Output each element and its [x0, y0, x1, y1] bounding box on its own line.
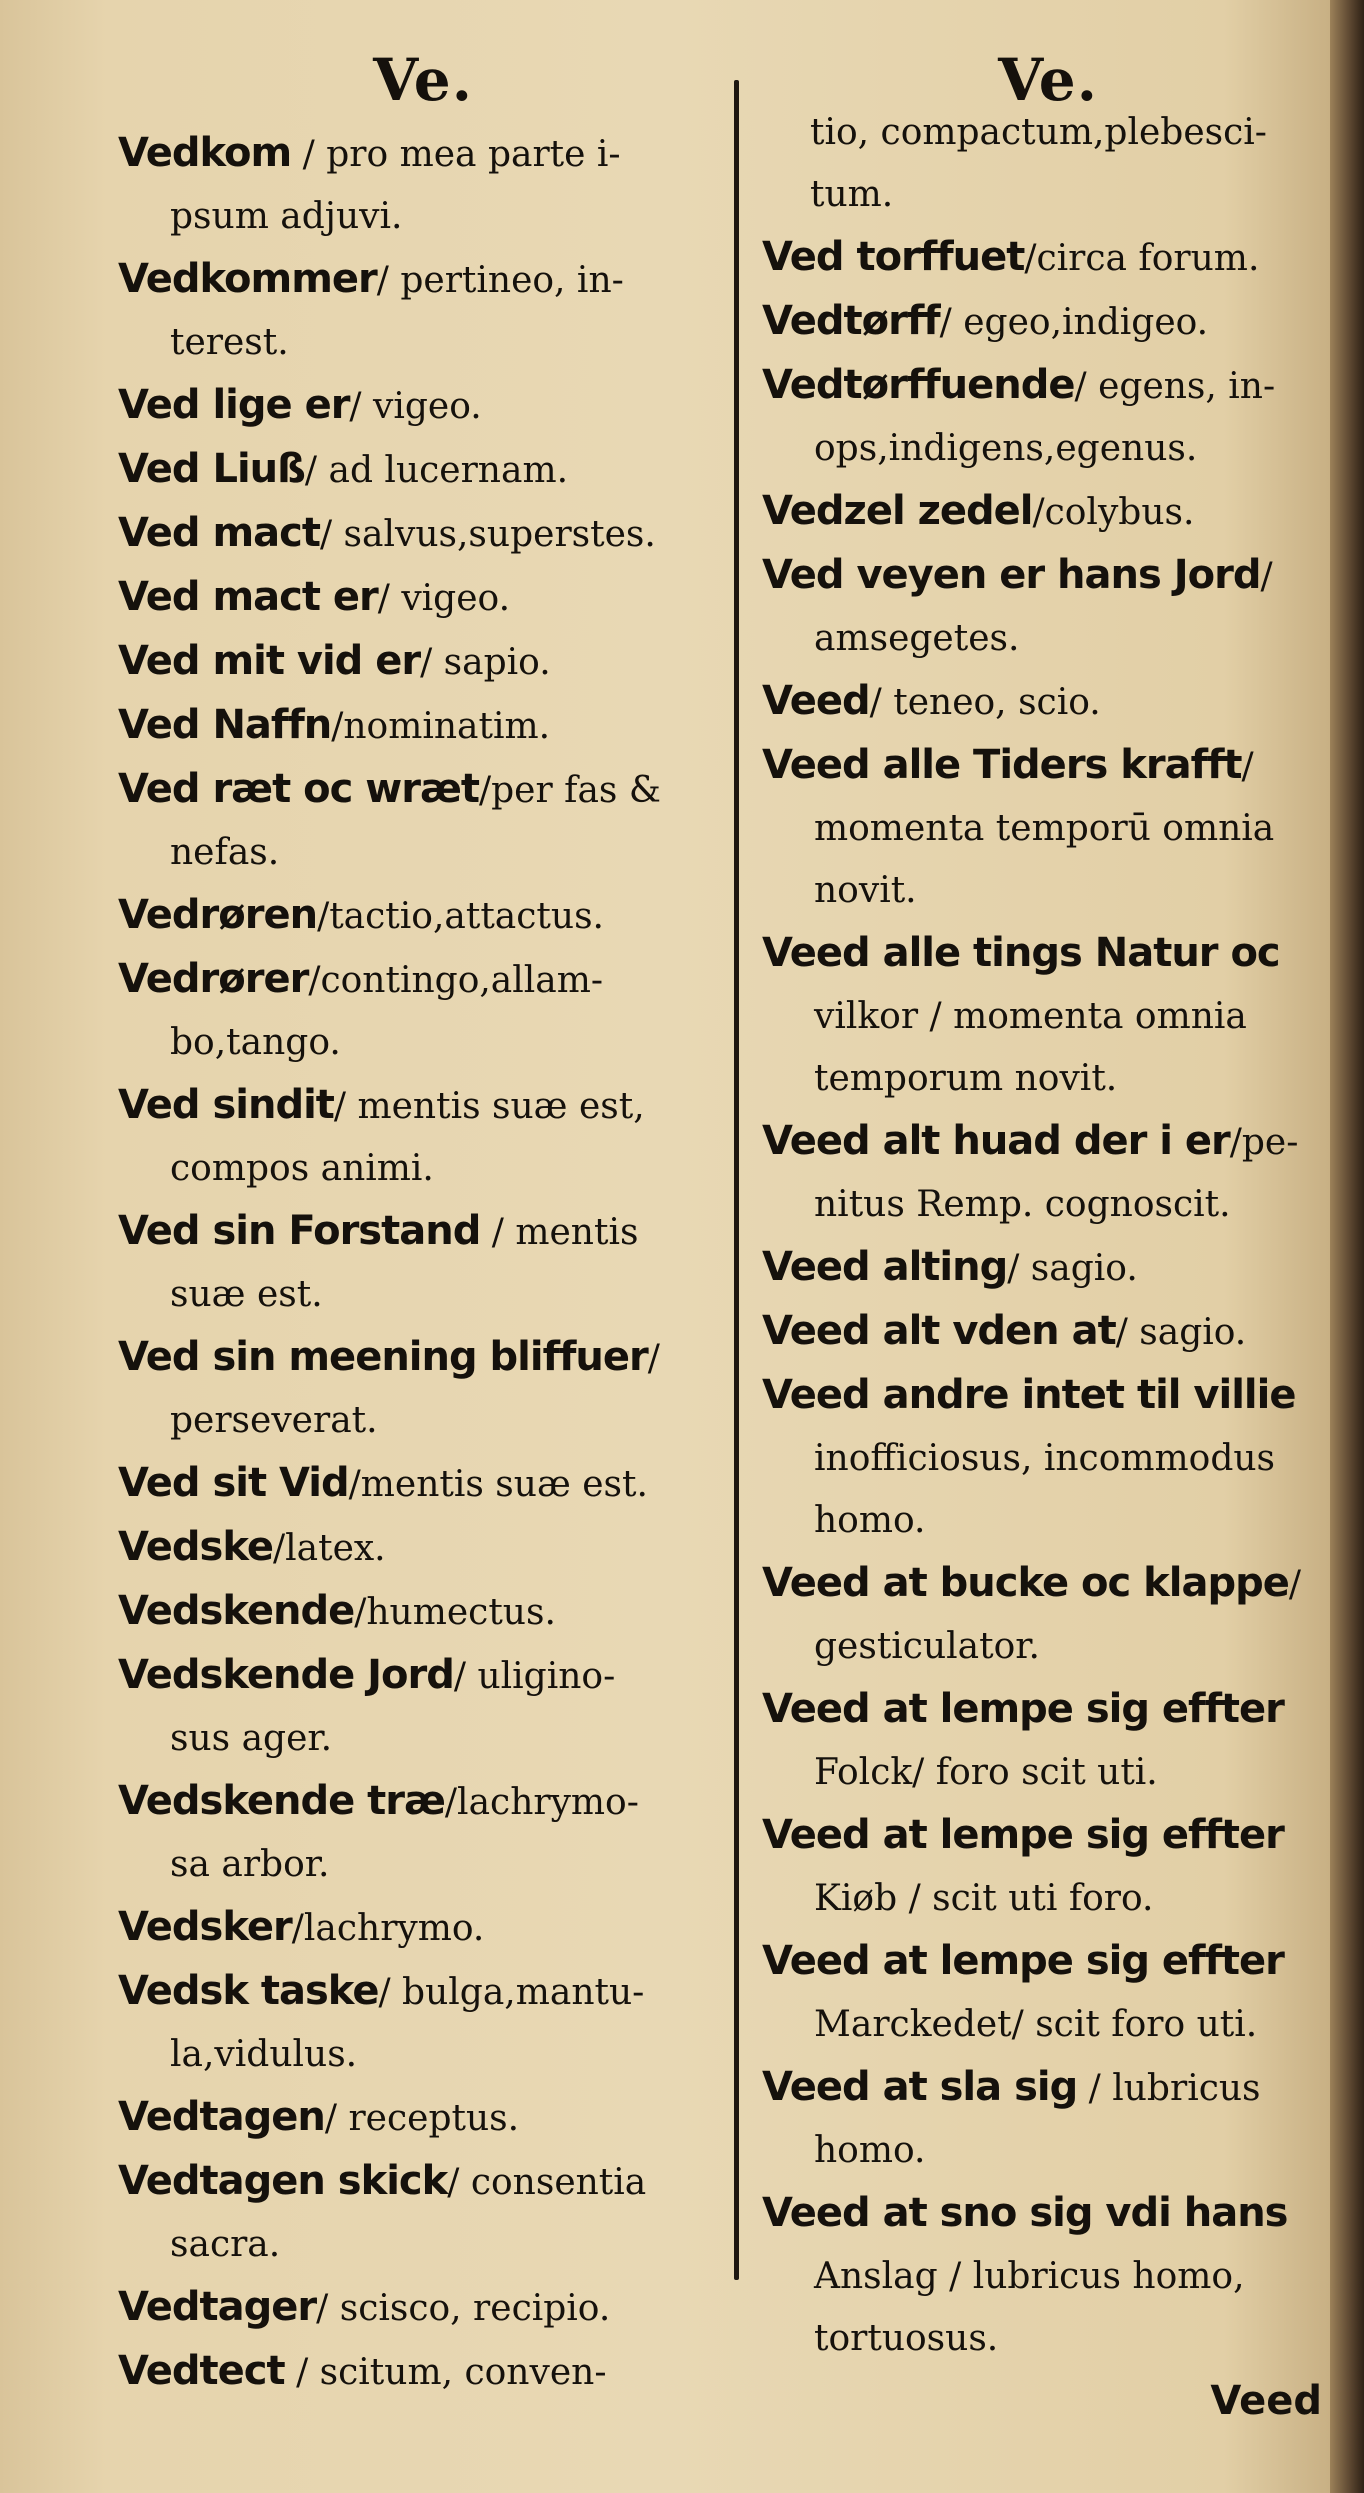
entry-headword: Ved ræt oc wræt	[118, 766, 479, 812]
dictionary-entry	[118, 884, 728, 948]
right-column	[762, 40, 1334, 2432]
entry-translation: /latex.	[273, 1528, 386, 1569]
dictionary-entry	[118, 2086, 728, 2150]
left-entries	[118, 122, 728, 2404]
dictionary-entry	[118, 1516, 728, 1580]
entry-continuation: bo,tango.	[170, 1022, 341, 1063]
entry-headword: Ved mact	[118, 510, 320, 556]
entry-continuation: gesticulator.	[814, 1626, 1040, 1667]
entry-headword: Ved lige er	[118, 382, 350, 428]
entry-translation: / consentia	[447, 2162, 647, 2203]
entry-headword: Ved sin meening bliffuer	[118, 1334, 648, 1380]
entry-headword: Ved sindit	[118, 1082, 334, 1128]
left-running-header: Ve.	[373, 46, 473, 114]
entry-translation: /	[1260, 556, 1273, 597]
entry-translation: /mentis suæ est.	[348, 1464, 648, 1505]
entry-headword: Veed andre intet til villie	[762, 1372, 1296, 1418]
entry-headword: Vedske	[118, 1524, 273, 1570]
entry-continuation: terest.	[170, 322, 289, 363]
book-gutter	[1330, 0, 1364, 2493]
entry-continuation: novit.	[814, 870, 917, 911]
entry-continuation: nitus Remp. cognoscit.	[814, 1184, 1231, 1225]
entry-translation: /humectus.	[354, 1592, 556, 1633]
entry-translation: / salvus,superstes.	[319, 514, 656, 555]
entry-translation: /tactio,attactus.	[317, 896, 604, 937]
entry-headword: Vedtager	[118, 2284, 317, 2330]
entry-translation: / scitum, conven-	[284, 2352, 607, 2393]
entry-headword: Vedtagen skick	[118, 2158, 448, 2204]
entry-headword: Ved veyen er hans Jord	[762, 552, 1261, 598]
dictionary-entry	[118, 948, 728, 1074]
entry-headword: Veed alt huad der i er	[762, 1118, 1230, 1164]
entry-translation: / ad lucernam.	[304, 450, 569, 491]
entry-translation: / bulga,mantu-	[378, 1972, 645, 2013]
dictionary-entry	[762, 1678, 1334, 1804]
dictionary-entry	[762, 544, 1334, 670]
entry-headword: Veed alting	[762, 1244, 1008, 1290]
dictionary-entry	[118, 2150, 728, 2276]
dictionary-entry	[762, 1804, 1334, 1930]
entry-continuation: tum.	[810, 174, 894, 215]
entry-translation: / sagio.	[1007, 1248, 1138, 1289]
entry-headword: Vedtagen	[118, 2094, 325, 2140]
entry-translation: /contingo,allam-	[308, 960, 604, 1001]
entry-headword: Vedzel zedel	[762, 488, 1033, 534]
entry-headword: Vedkommer	[118, 256, 377, 302]
entry-continuation: tortuosus.	[814, 2318, 999, 2359]
dictionary-entry	[118, 374, 728, 438]
entry-continuation: homo.	[814, 1500, 926, 1541]
entry-headword: Ved Naffn	[118, 702, 332, 748]
entry-headword: Vedrøren	[118, 892, 318, 938]
entry-translation: / mentis suæ est,	[333, 1086, 645, 1127]
dictionary-entry	[762, 670, 1334, 734]
dictionary-entry	[118, 122, 728, 248]
entry-translation: / egeo,indigeo.	[939, 302, 1209, 343]
dictionary-entry	[762, 2056, 1334, 2182]
entry-continuation: Folck/ foro scit uti.	[814, 1752, 1158, 1793]
entry-translation: /nominatim.	[331, 706, 551, 747]
entry-translation: / uligino-	[453, 1656, 616, 1697]
entry-translation: / pertineo, in-	[376, 260, 624, 301]
entry-translation: /circa forum.	[1024, 238, 1260, 279]
entry-headword: Ved Liuß	[118, 446, 305, 492]
entry-headword: Veed at lempe sig effter	[762, 1938, 1284, 1984]
right-entries	[762, 102, 1334, 2370]
entry-translation: / sagio.	[1115, 1312, 1247, 1353]
entry-headword: Ved mact er	[118, 574, 378, 620]
dictionary-entry	[762, 1236, 1334, 1300]
entry-translation: / vigeo.	[349, 386, 482, 427]
entry-continuation: momenta temporū omnia	[814, 808, 1275, 849]
dictionary-entry	[762, 1552, 1334, 1678]
dictionary-entry	[762, 2182, 1334, 2370]
entry-headword: Vedtørffuende	[762, 362, 1075, 408]
entry-headword: Vedskende Jord	[118, 1652, 454, 1698]
entry-translation: / mentis	[480, 1212, 639, 1253]
dictionary-entry	[118, 2340, 728, 2404]
entry-continuation: homo.	[814, 2130, 926, 2171]
entry-translation: /per fas &	[478, 770, 661, 811]
entry-translation: /colybus.	[1032, 492, 1195, 533]
dictionary-entry	[118, 1960, 728, 2086]
entry-translation: / receptus.	[324, 2098, 520, 2139]
entry-translation: /	[647, 1338, 660, 1379]
entry-continuation: ops,indigens,egenus.	[814, 428, 1198, 469]
entry-translation: / sapio.	[420, 642, 551, 683]
dictionary-entry	[118, 1452, 728, 1516]
entry-headword: Vedsk taske	[118, 1968, 379, 2014]
entry-translation: /	[1288, 1564, 1301, 1605]
entry-translation: /pe-	[1229, 1122, 1299, 1163]
entry-continuation: vilkor / momenta omnia	[814, 996, 1247, 1037]
entry-headword: Ved torffuet	[762, 234, 1025, 280]
dictionary-entry	[762, 1300, 1334, 1364]
entry-headword: Veed at lempe sig effter	[762, 1686, 1284, 1732]
entry-headword: Veed alt vden at	[762, 1308, 1116, 1354]
entry-headword: Veed alle tings Natur oc	[762, 930, 1280, 976]
right-running-header: Ve.	[998, 46, 1098, 114]
dictionary-entry	[118, 438, 728, 502]
catchword: Veed	[1210, 2378, 1322, 2424]
dictionary-entry	[762, 480, 1334, 544]
dictionary-entry	[118, 758, 728, 884]
dictionary-entry	[118, 1580, 728, 1644]
dictionary-entry	[118, 1326, 728, 1452]
dictionary-entry	[118, 630, 728, 694]
entry-headword: Veed at lempe sig effter	[762, 1812, 1284, 1858]
entry-headword: Vedtect	[118, 2348, 285, 2394]
dictionary-entry	[762, 922, 1334, 1110]
dictionary-entry	[762, 1110, 1334, 1236]
dictionary-entry	[762, 1930, 1334, 2056]
entry-translation: / teneo, scio.	[869, 682, 1101, 723]
entry-continuation: suæ est.	[170, 1274, 323, 1315]
dictionary-entry	[118, 2276, 728, 2340]
dictionary-entry	[118, 1074, 728, 1200]
dictionary-entry	[118, 1200, 728, 1326]
entry-headword: Veed at bucke oc klappe	[762, 1560, 1289, 1606]
dictionary-entry	[762, 1364, 1334, 1552]
entry-continuation: sa arbor.	[170, 1844, 330, 1885]
entry-continuation: compos animi.	[170, 1148, 434, 1189]
dictionary-entry	[118, 566, 728, 630]
dictionary-entry	[762, 734, 1334, 922]
entry-headword: Vedskende	[118, 1588, 355, 1634]
entry-translation: / vigeo.	[377, 578, 511, 619]
dictionary-entry	[118, 1896, 728, 1960]
dictionary-entry	[762, 290, 1334, 354]
entry-continuation: amsegetes.	[814, 618, 1020, 659]
entry-translation: / pro mea parte i-	[291, 134, 621, 175]
entry-continuation: temporum novit.	[814, 1058, 1118, 1099]
entry-continuation: Kiøb / scit uti foro.	[814, 1878, 1154, 1919]
entry-continuation: Anslag / lubricus homo,	[814, 2256, 1245, 2297]
entry-headword: Vedkom	[118, 130, 292, 176]
dictionary-entry	[762, 164, 1334, 226]
entry-translation: / scisco, recipio.	[316, 2288, 611, 2329]
entry-continuation: sacra.	[170, 2224, 281, 2265]
dictionary-entry	[762, 102, 1334, 164]
dictionary-entry	[118, 1644, 728, 1770]
dictionary-entry	[118, 1770, 728, 1896]
dictionary-entry	[118, 248, 728, 374]
entry-continuation: Marckedet/ scit foro uti.	[814, 2004, 1258, 2045]
entry-headword: Vedskende træ	[118, 1778, 445, 1824]
entry-continuation: la,vidulus.	[170, 2034, 358, 2075]
entry-headword: Ved sit Vid	[118, 1460, 349, 1506]
dictionary-entry	[118, 502, 728, 566]
entry-headword: Ved mit vid er	[118, 638, 421, 684]
entry-continuation: sus ager.	[170, 1718, 333, 1759]
dictionary-entry	[118, 694, 728, 758]
entry-translation: /lachrymo.	[291, 1908, 485, 1949]
entry-translation: / lubricus	[1077, 2068, 1261, 2109]
entry-headword: Vedtørff	[762, 298, 940, 344]
entry-translation: / egens, in-	[1074, 366, 1276, 407]
entry-translation: /lachrymo-	[444, 1782, 639, 1823]
entry-headword: Ved sin Forstand	[118, 1208, 481, 1254]
entry-headword: Veed at sno sig vdi hans	[762, 2190, 1288, 2236]
entry-translation: /	[1241, 746, 1254, 787]
entry-headword: Veed at sla sig	[762, 2064, 1078, 2110]
left-column	[118, 40, 728, 2404]
column-divider	[734, 80, 739, 2280]
entry-headword: Veed alle Tiders krafft	[762, 742, 1242, 788]
entry-continuation: tio, compactum,plebesci-	[810, 112, 1267, 153]
entry-headword: Veed	[762, 678, 870, 724]
entry-continuation: nefas.	[170, 832, 280, 873]
entry-continuation: inofficiosus, incommodus	[814, 1438, 1276, 1479]
entry-continuation: psum adjuvi.	[170, 196, 403, 237]
entry-headword: Vedsker	[118, 1904, 292, 1950]
entry-continuation: perseverat.	[170, 1400, 378, 1441]
entry-headword: Vedrører	[118, 956, 309, 1002]
dictionary-entry	[762, 226, 1334, 290]
dictionary-entry	[762, 354, 1334, 480]
